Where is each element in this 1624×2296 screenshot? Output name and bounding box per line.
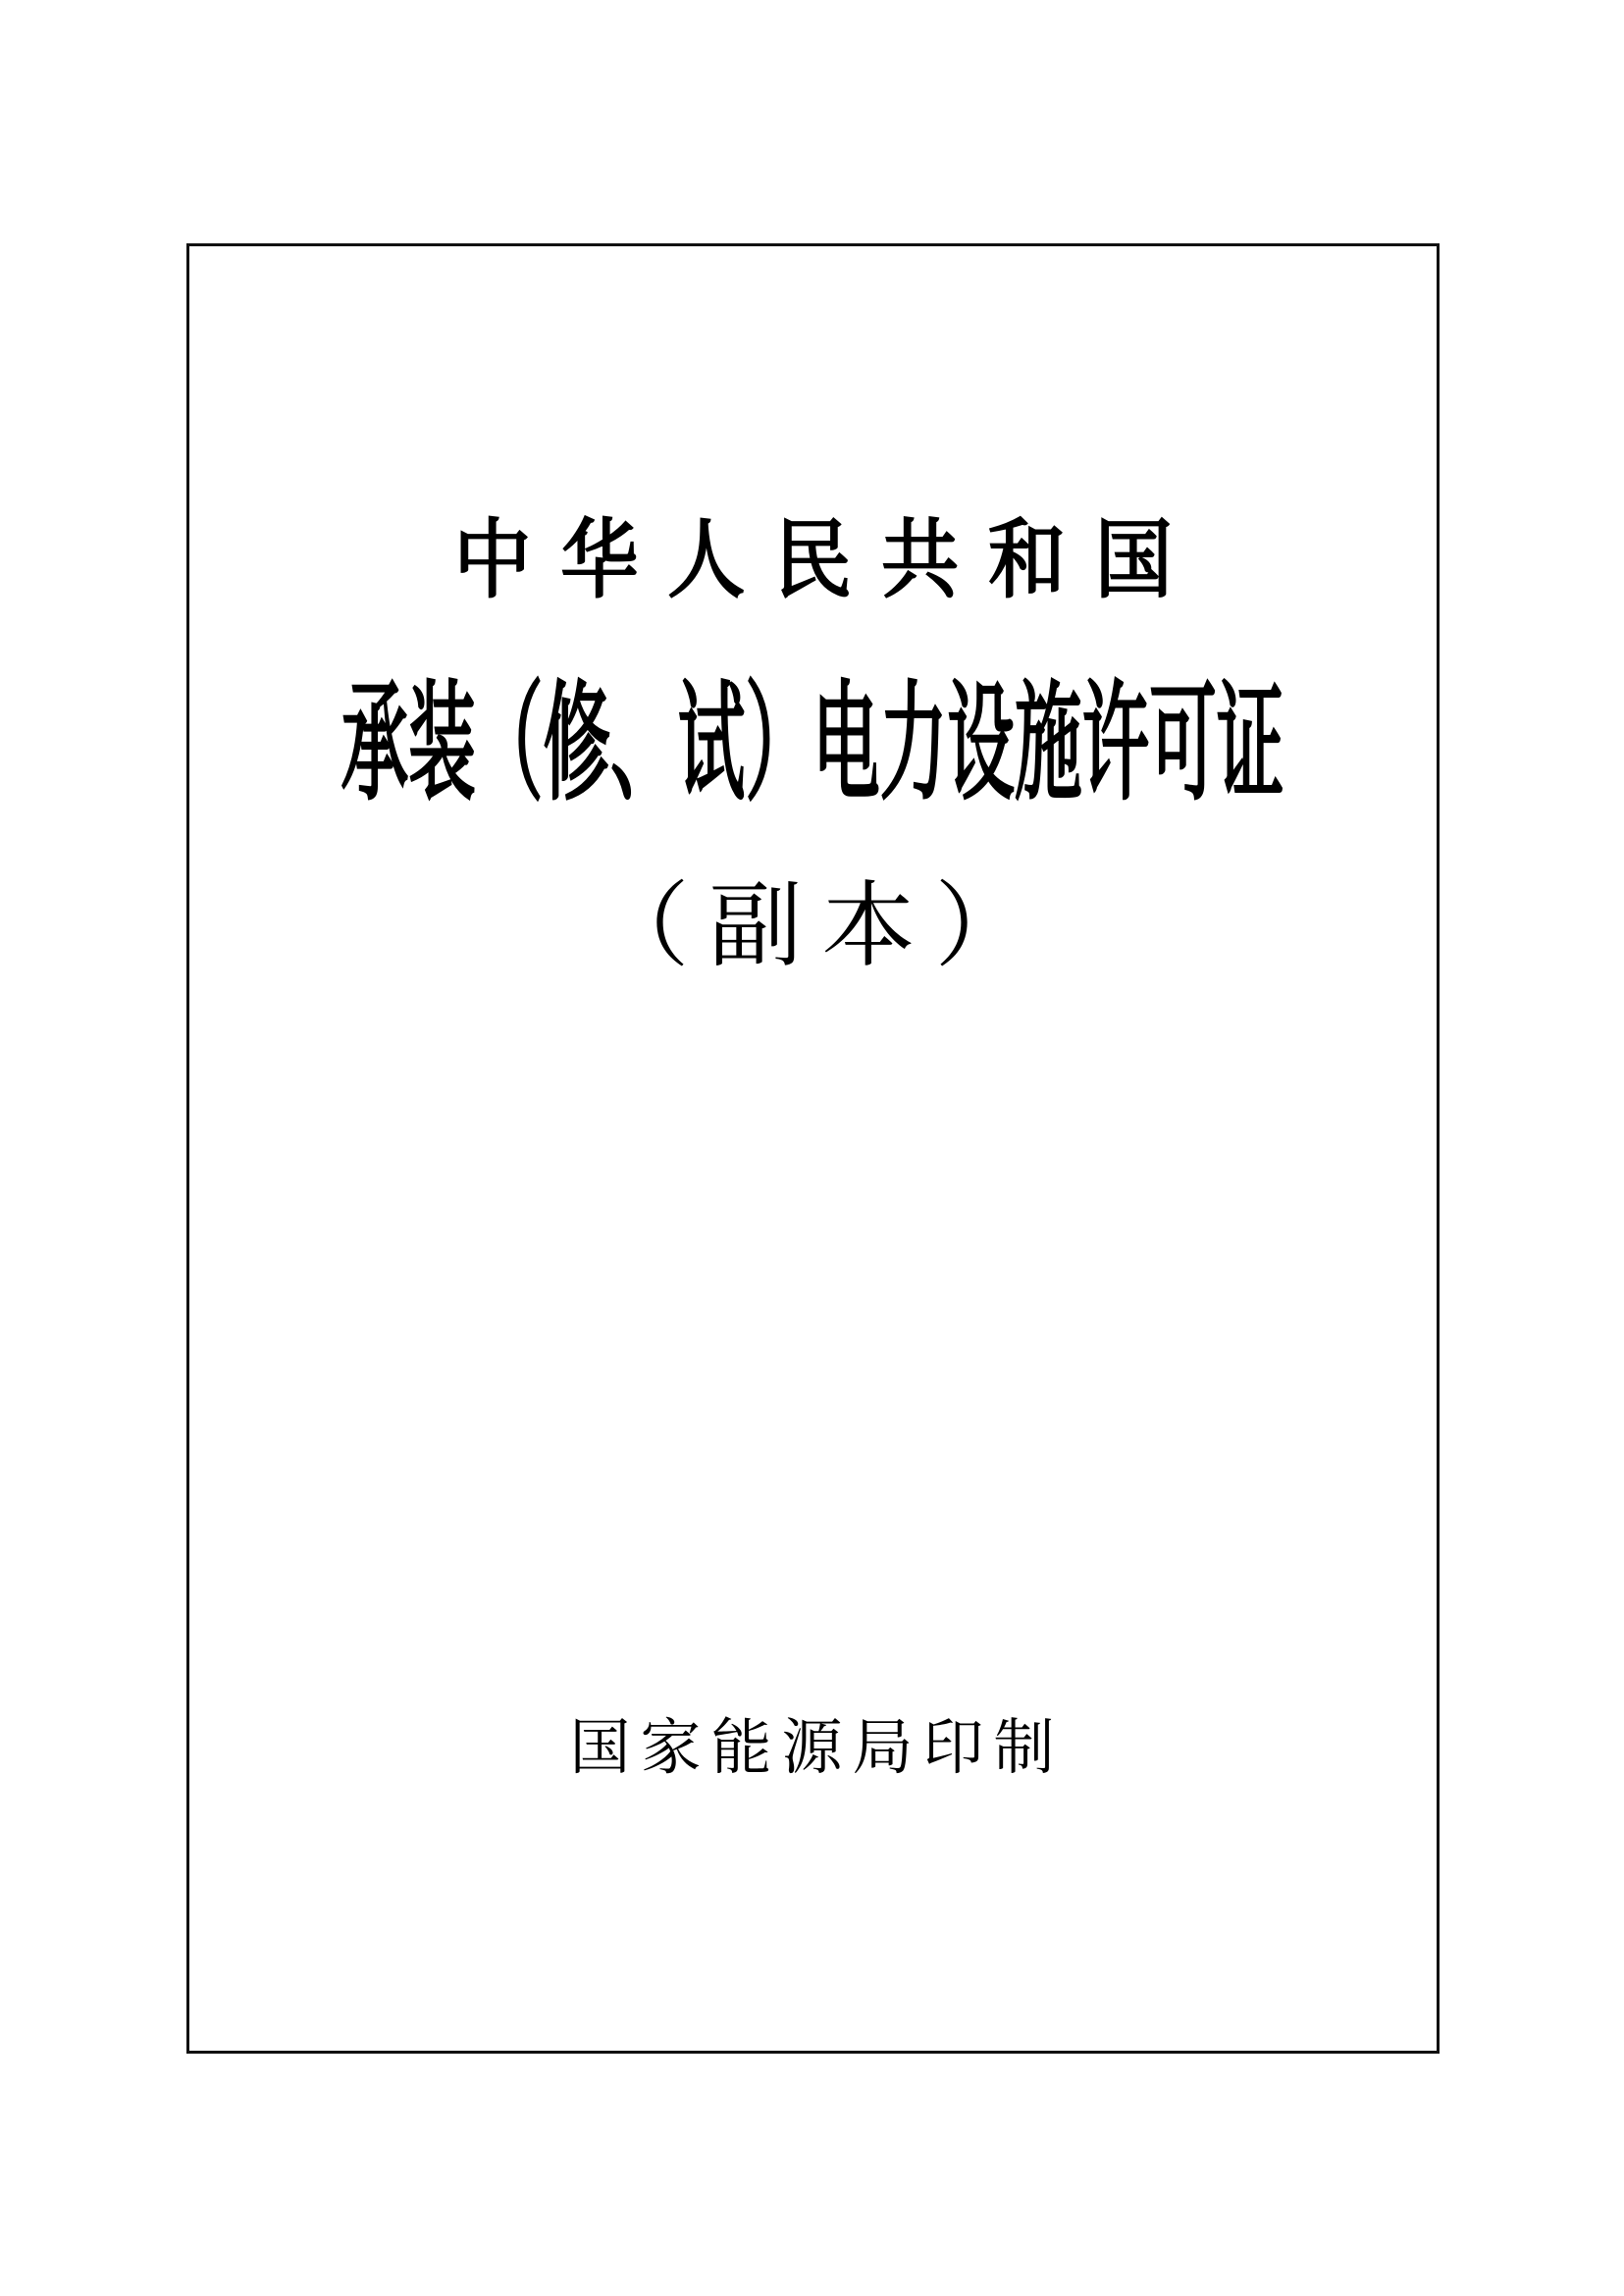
- country-title-row: [0, 511, 1624, 608]
- copy-type-row: [0, 874, 1624, 978]
- country-title: 中华人民共和国: [453, 511, 1203, 608]
- issuer-row: [0, 1714, 1624, 1782]
- license-title: 承装（修、试）电力设施许可证: [341, 671, 1283, 815]
- copy-type-label: （副本）: [596, 874, 1048, 978]
- issuer-label: 国家能源局印制: [569, 1714, 1065, 1782]
- license-title-row: [0, 671, 1624, 815]
